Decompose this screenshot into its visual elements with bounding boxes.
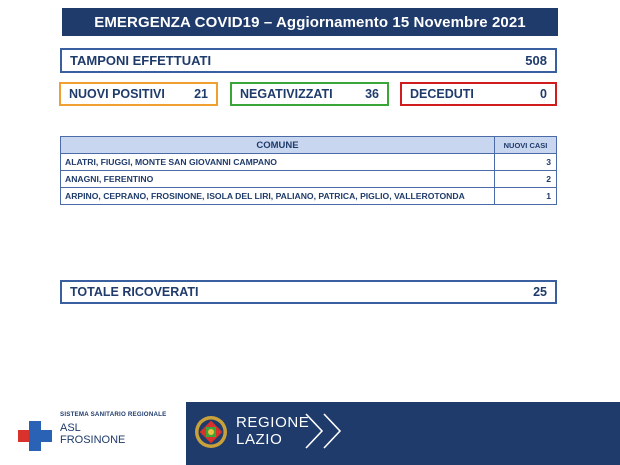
comune-cell: ARPINO, CEPRANO, FROSINONE, ISOLA DEL LIRI, PALIANO, PATRICA, PIGLIO, VALLEROTONDA	[61, 188, 495, 205]
page-title: EMERGENZA COVID19 – Aggiornamento 15 Novembre 2021	[62, 8, 558, 36]
regione-line1: REGIONE	[236, 414, 310, 431]
regione-lazio-text	[236, 414, 309, 448]
nuovi-positivi-label-a: NUOVI	[69, 87, 113, 101]
tamponi-box	[60, 48, 557, 73]
comune-column-header: COMUNE	[61, 137, 495, 154]
table-row	[61, 154, 557, 171]
deceduti-value: 0	[540, 87, 547, 101]
nuovi-positivi-box	[59, 82, 218, 106]
ricoverati-box	[60, 280, 557, 304]
negativizzati-label: NEGATIVIZZATI	[240, 87, 333, 101]
casi-cell: 2	[495, 171, 557, 188]
nuovi-casi-column-header: NUOVI CASI	[495, 137, 557, 154]
regione-lazio-banner	[186, 402, 620, 465]
comuni-table	[60, 136, 557, 205]
table-row	[61, 171, 557, 188]
tamponi-value: 508	[525, 53, 547, 68]
regione-lazio-emblem-icon	[194, 415, 228, 449]
ssr-label: SISTEMA SANITARIO REGIONALE	[60, 411, 167, 418]
nuovi-positivi-label	[69, 87, 165, 101]
nuovi-positivi-label-b: POSITIVI	[112, 87, 165, 101]
comune-cell: ANAGNI, FERENTINO	[61, 171, 495, 188]
table-row	[61, 188, 557, 205]
asl-name	[60, 422, 125, 446]
negativizzati-value: 36	[365, 87, 379, 101]
nuovi-positivi-value: 21	[194, 87, 208, 101]
asl-logo-area	[0, 402, 186, 465]
asl-name-line1: ASL	[60, 422, 81, 434]
deceduti-label: DECEDUTI	[410, 87, 474, 101]
asl-name-line2: FROSINONE	[60, 434, 126, 446]
regione-line2: LAZIO	[236, 431, 283, 448]
casi-cell: 3	[495, 154, 557, 171]
chevron-right-icon	[322, 412, 342, 450]
negativizzati-box	[230, 82, 389, 106]
ricoverati-value: 25	[533, 285, 547, 299]
table-header-row	[61, 137, 557, 154]
ricoverati-label: TOTALE RICOVERATI	[70, 285, 199, 299]
chevron-right-icon	[304, 412, 324, 450]
medical-cross-icon	[18, 421, 52, 451]
deceduti-box	[400, 82, 557, 106]
comune-cell: ALATRI, FIUGGI, MONTE SAN GIOVANNI CAMPANO	[61, 154, 495, 171]
tamponi-label: TAMPONI EFFETTUATI	[70, 53, 212, 68]
casi-cell: 1	[495, 188, 557, 205]
